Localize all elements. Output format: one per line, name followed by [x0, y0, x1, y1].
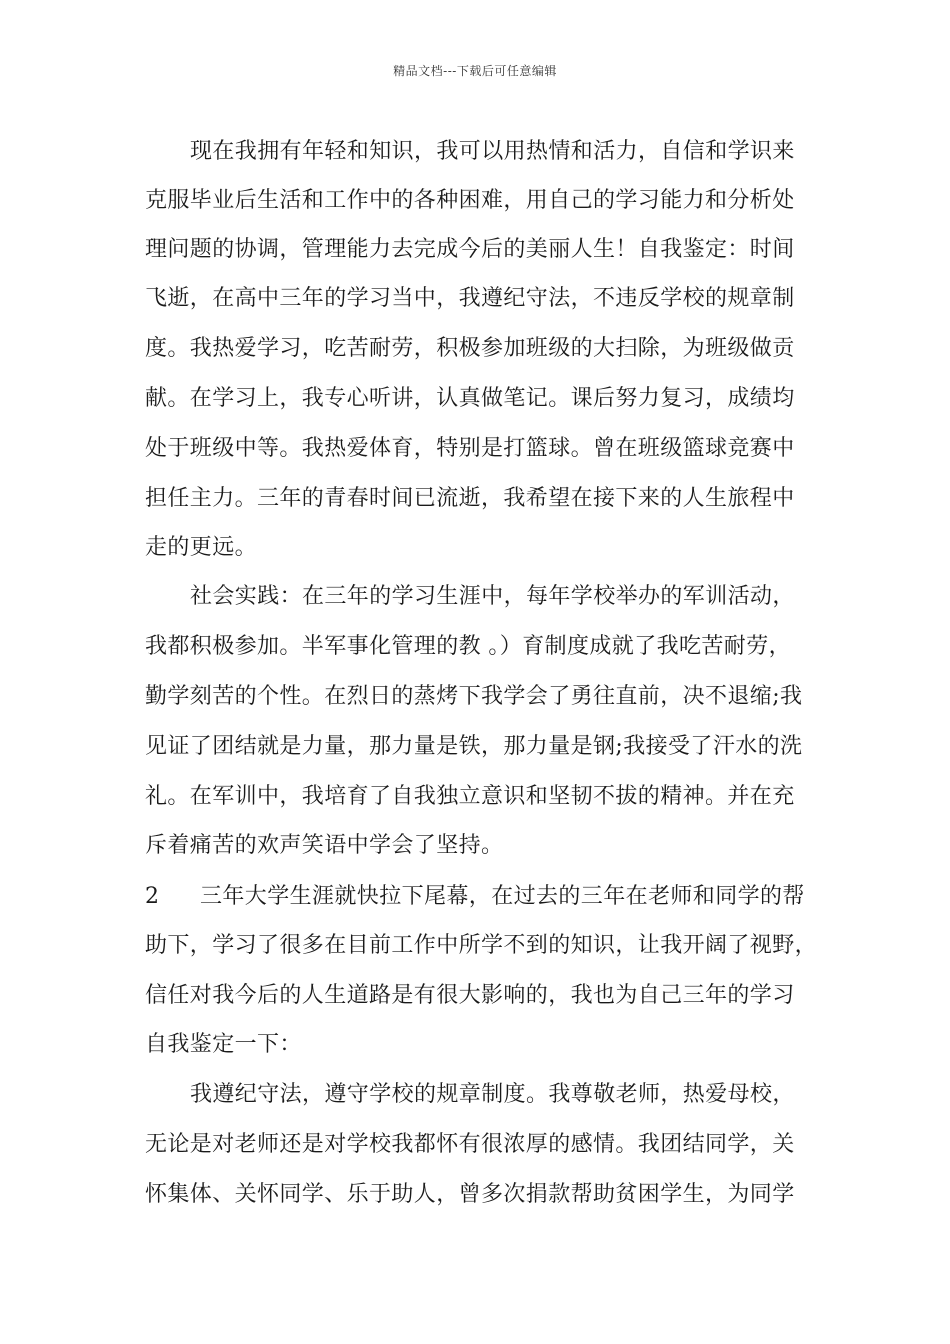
text-line: 社会实践：在三年的学习生涯中，每年学校举办的军训活动，: [190, 584, 795, 609]
text-line: 克服毕业后生活和工作中的各种困难，用自己的学习能力和分析处: [145, 188, 795, 213]
page-header: 精品文档---下载后可任意编辑: [393, 64, 557, 78]
text-line: 信任对我今后的人生道路是有很大影响的，我也为自己三年的学习: [145, 983, 795, 1008]
text-line: 勤学刻苦的个性。在烈日的蒸烤下我学会了勇往直前，决不退缩;我: [145, 684, 803, 709]
text-line: 我遵纪守法，遵守学校的规章制度。我尊敬老师，热爱母校，: [190, 1082, 795, 1107]
text-line: 自我鉴定一下：: [145, 1032, 302, 1057]
text-line: 度。我热爱学习，吃苦耐劳，积极参加班级的大扫除，为班级做贡: [145, 336, 795, 361]
text-line: 助下，学习了很多在目前工作中所学不到的知识，让我开阔了视野，: [145, 933, 818, 958]
text-line: 三年大学生涯就快拉下尾幕，在过去的三年在老师和同学的帮: [200, 884, 805, 909]
text-line: 斥着痛苦的欢声笑语中学会了坚持。: [145, 833, 504, 858]
text-line: 理问题的协调，管理能力去完成今后的美丽人生！自我鉴定：时间: [145, 237, 795, 262]
text-line: 献。在学习上，我专心听讲，认真做笔记。课后努力复习，成绩均: [145, 386, 795, 411]
text-line: 飞逝，在高中三年的学习当中，我遵纪守法，不违反学校的规章制: [145, 286, 795, 311]
text-line: 怀集体、关怀同学、乐于助人，曾多次捐款帮助贫困学生，为同学: [145, 1182, 795, 1207]
text-line: 处于班级中等。我热爱体育，特别是打篮球。曾在班级篮球竞赛中: [145, 436, 795, 461]
text-line: 见证了团结就是力量，那力量是铁，那力量是钢;我接受了汗水的洗: [145, 734, 803, 759]
text-line: 走的更远。: [145, 535, 258, 560]
section-number: 2: [145, 884, 159, 909]
text-line: 现在我拥有年轻和知识，我可以用热情和活力，自信和学识来: [190, 139, 795, 164]
text-line: 无论是对老师还是对学校我都怀有很浓厚的感情。我团结同学，关: [145, 1132, 795, 1157]
text-line: 礼。在军训中，我培育了自我独立意识和坚韧不拔的精神。并在充: [145, 784, 795, 809]
text-line: 担任主力。三年的青春时间已流逝，我希望在接下来的人生旅程中: [145, 486, 795, 511]
text-line: 我都积极参加。半军事化管理的教 。）育制度成就了我吃苦耐劳，: [145, 634, 791, 659]
